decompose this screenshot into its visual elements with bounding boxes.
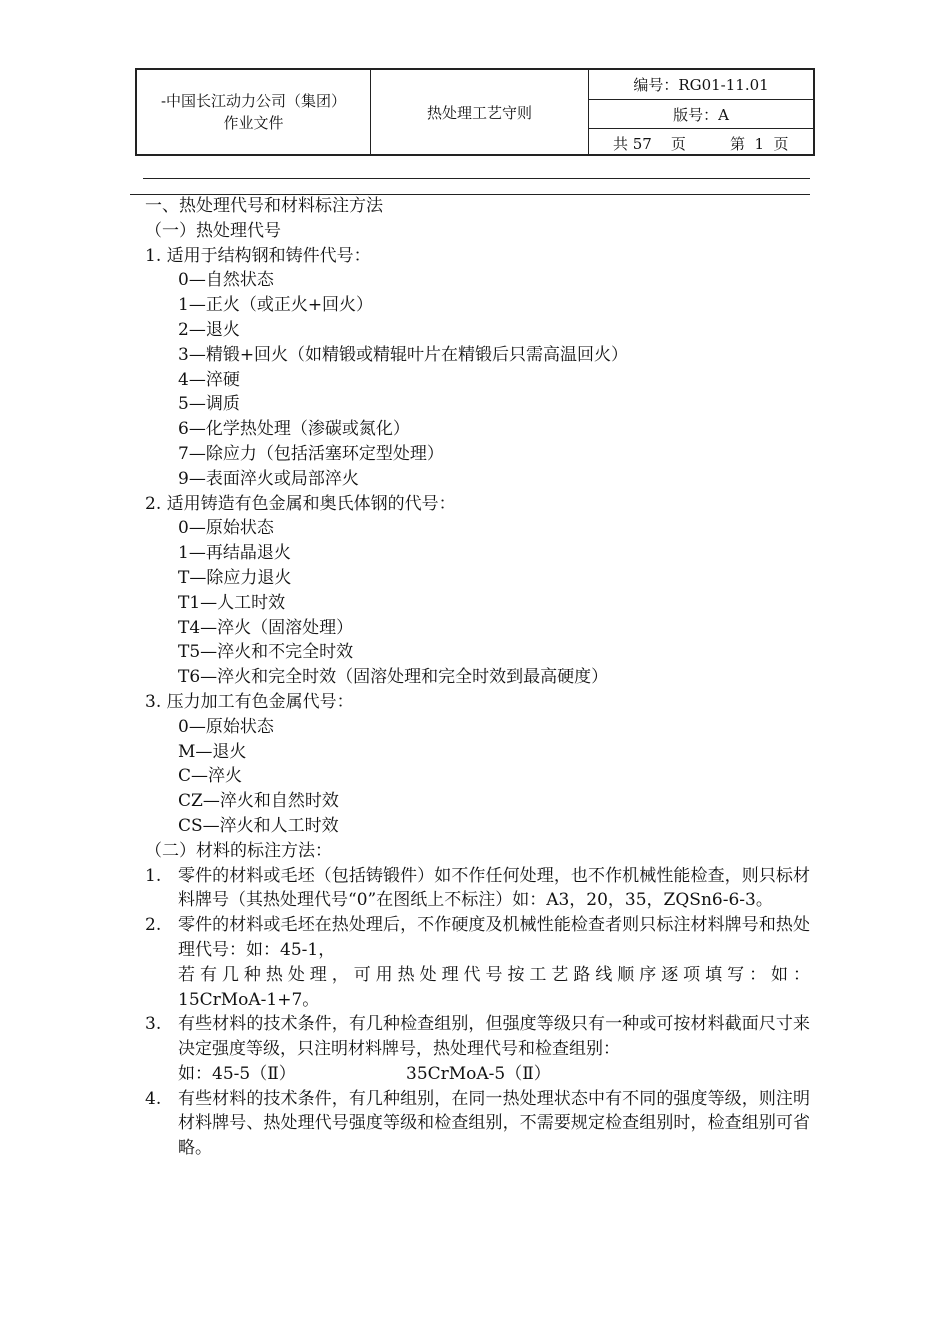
paragraph-text: 零件的材料或毛坯（包括铸锻件）如不作任何处理，也不作机械性能检查，则只标材料牌号（其热处理代号“0”在图纸上不标注）如：A3，20，35，ZQSn6-6-3。 <box>178 865 810 911</box>
code-item: 6—化学热处理（渗碳或氮化） <box>178 419 410 440</box>
title-cell <box>371 70 589 154</box>
meta-cell <box>589 70 813 154</box>
code-item: 4—淬硬 <box>178 369 240 390</box>
code-item: 5—调质 <box>178 394 240 415</box>
paragraph-text: 有些材料的技术条件，有几种检查组别，但强度等级只有一种或可按材料截面尺寸来决定强度等级，只注明材料牌号，热处理代号和检查组别： <box>178 1014 810 1060</box>
code-item: 9—表面淬火或局部淬火 <box>178 468 359 489</box>
numbered-paragraph <box>145 1012 810 1062</box>
code-item: T4—淬火（固溶处理） <box>178 617 354 638</box>
code-item: 0—原始状态 <box>178 518 274 539</box>
header-rule-top <box>143 178 810 179</box>
code-item: 1—正火（或正火+回火） <box>178 295 374 316</box>
code-item: C—淬火 <box>178 766 243 787</box>
example-2: 35CrMoA-5（Ⅱ） <box>406 1063 551 1084</box>
company-name: -中国长江动力公司（集团） <box>160 92 347 110</box>
paragraph-text: 有些材料的技术条件，有几种组别，在同一热处理状态中有不同的强度等级，则注明材料牌号、热处理代号强度等级和检查组别，不需要规定检查组别时，检查组别可省略。 <box>178 1088 810 1159</box>
code-item: T1—人工时效 <box>178 592 286 613</box>
code-item: 7—除应力（包括活塞环定型处理） <box>178 443 444 464</box>
paragraph-number: 2. <box>145 915 162 936</box>
document-body <box>145 194 810 1161</box>
group-title: 1. 适用于结构钢和铸件代号： <box>145 245 371 266</box>
paragraph-examples <box>145 1062 810 1087</box>
code-item: M—退火 <box>178 741 247 762</box>
code-item: 3—精锻+回火（如精锻或精辊叶片在精锻后只需高温回火） <box>178 344 629 365</box>
group-title: 3. 压力加工有色金属代号： <box>145 691 354 712</box>
paragraph-number: 4. <box>145 1088 162 1109</box>
document-header-table <box>135 68 815 156</box>
paragraph-text: 零件的材料或毛坯在热处理后，不作硬度及机械性能检查者则只标注材料牌号和热处理代号：如：45-1， <box>178 915 810 960</box>
numbered-paragraph <box>145 913 810 963</box>
example-1: 如：45-5（Ⅱ） <box>178 1063 296 1084</box>
code-item: 1—再结晶退火 <box>178 543 291 564</box>
paragraph-number: 3. <box>145 1014 162 1035</box>
section-title: 一、热处理代号和材料标注方法 <box>145 196 383 216</box>
code-item: T6—淬火和完全时效（固溶处理和完全时效到最高硬度） <box>178 667 609 688</box>
paragraph-number: 1. <box>145 865 162 886</box>
document-type: 作业文件 <box>223 114 284 132</box>
page-info <box>589 128 813 157</box>
document-title: 热处理工艺守则 <box>426 103 532 122</box>
code-item: 0—自然状态 <box>178 270 274 291</box>
code-item: CZ—淬火和自然时效 <box>178 791 339 812</box>
subsection-title: （二）材料的标注方法： <box>145 840 332 861</box>
code-item: T5—淬火和不完全时效 <box>178 642 354 663</box>
total-pages: 共 57 页 <box>613 134 686 153</box>
paragraph-continuation: 若有几种热处理，可用热处理代号按工艺路线顺序逐项填写：如： <box>178 964 810 985</box>
subsection-title: （一）热处理代号 <box>145 220 281 241</box>
doc-number: 编号：RG01-11.01 <box>633 76 769 94</box>
current-page: 第 1 页 <box>729 134 789 153</box>
code-item: T—除应力退火 <box>178 567 292 588</box>
numbered-paragraph <box>145 864 810 914</box>
company-cell <box>137 70 371 154</box>
group-title: 2. 适用铸造有色金属和奥氏体钢的代号： <box>145 493 456 514</box>
numbered-paragraph <box>145 1087 810 1161</box>
code-item: 2—退火 <box>178 319 240 340</box>
code-item: CS—淬火和人工时效 <box>178 815 339 836</box>
version-number: 版号：A <box>589 99 813 128</box>
code-item: 0—原始状态 <box>178 716 274 737</box>
paragraph-example: 15CrMoA-1+7。 <box>178 989 320 1010</box>
